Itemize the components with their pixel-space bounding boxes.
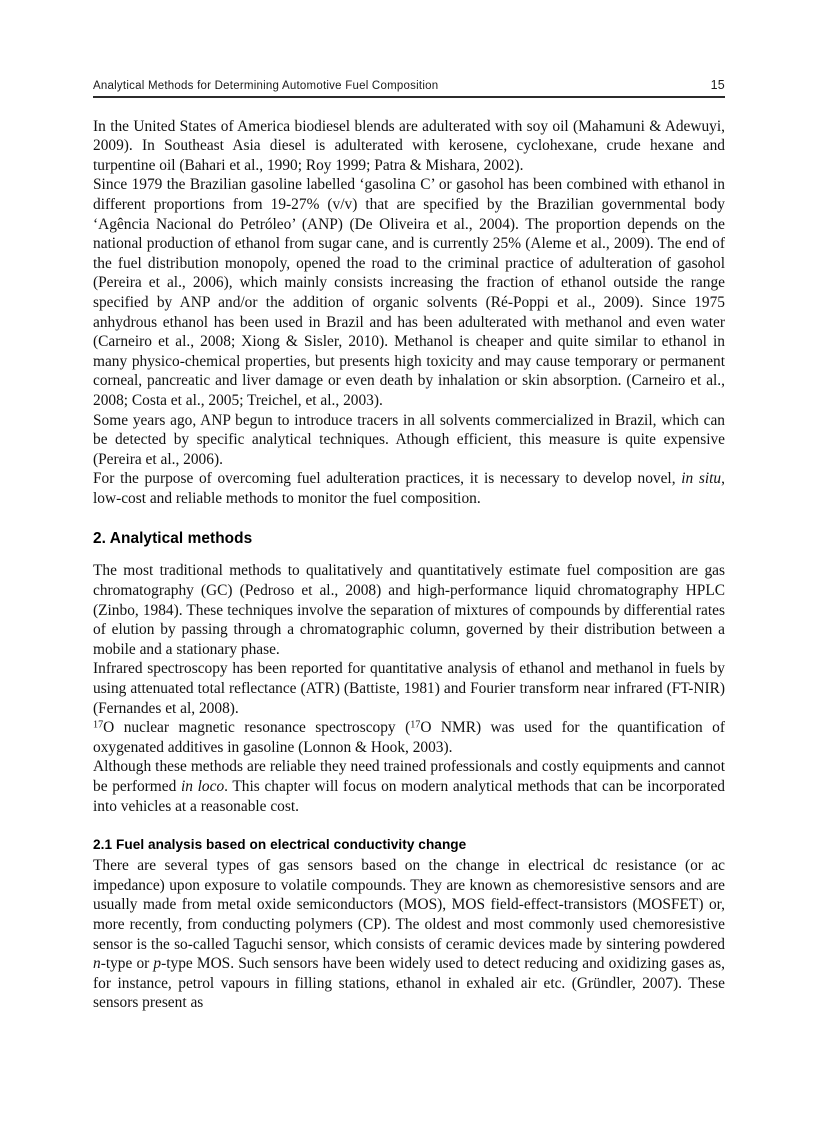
superscript-run: 17 <box>93 719 104 731</box>
header-rule <box>93 96 725 98</box>
page-number: 15 <box>710 78 725 92</box>
paragraph: $^{17}$O nuclear magnetic resonance spectroscopy ($^{17}$O NMR) was used for the quantification of oxygenated additives in gasoline (Lonnon & Hook, 2003). <box>93 719 725 756</box>
paragraph: There are several types of gas sensors based on the change in electrical dc resistance (or ac impedance) upon exposure to volatile compounds. They are known as chemoresistive sensors and are usually made from metal oxide semiconductors (MOS), MOS field-effect-transistors (MOSFET) or, more recently, from conducting polymers (CP). The oldest and most commonly used chemoresistive sensor is the so-called Taguchi sensor, which consists of ceramic devices made by sintering powdered n-type or p-type MOS. Such sensors have been widely used to detect reducing and oxidizing gases as, for instance, petrol vapours in filling stations, ethanol in exhaled air etc. (Gründler, 2007). These sensors present as <box>93 857 726 1012</box>
paragraph: Since 1979 the Brazilian gasoline labelled ‘gasolina C’ or gasohol has been combined with ethanol in different proportions from 19-27% (v/v) that are specified by the Brazilian governmental body ‘Agência Nacional do Petróleo’ (ANP) (De Oliveira et al., 2004). The proportion depends on the national production of ethanol from sugar cane, and is currently 25% (Aleme et al., 2009). The end of the fuel distribution monopoly, opened the road to the criminal practice of adulteration of gasohol (Pereira et al., 2006), which mainly consists increasing the fraction of ethanol outside the range specified by ANP and/or the addition of organic solvents (Ré-Poppi et al., 2009). Since 1975 anhydrous ethanol has been used in Brazil and has been adulterated with methanol and even water (Carneiro et al., 2008; Xiong & Sisler, 2010). Methanol is cheaper and quite similar to ethanol in many physico-chemical properties, but presents high toxicity and may cause temporary or permanent corneal, pancreatic and liver damage or even death by inhalation or skin absorption. (Carneiro et al., 2008; Costa et al., 2005; Treichel, et al., 2003). <box>93 176 725 409</box>
running-header <box>93 78 725 96</box>
paragraph: Some years ago, ANP begun to introduce tracers in all solvents commercialized in Brazil, which can be detected by specific analytical techniques. Athough efficient, this measure is quite expensive (Pereira et al., 2006). <box>93 411 725 468</box>
paragraph: For the purpose of overcoming fuel adulteration practices, it is necessary to develop novel, in situ, low-cost and reliable methods to monitor the fuel composition. <box>93 470 725 507</box>
section-heading-wrapper <box>93 530 725 548</box>
italic-run: n <box>93 955 101 973</box>
italic-run: in situ <box>681 470 722 488</box>
intro-paragraphs <box>93 117 725 509</box>
page-content <box>93 78 725 1013</box>
paragraph: Although these methods are reliable they need trained professionals and costly equipments and cannot be performed in loco. This chapter will focus on modern analytical methods that can be incorporated into vehicles at a reasonable cost. <box>93 758 725 815</box>
italic-run: p <box>153 955 162 973</box>
section-paragraphs <box>93 561 725 816</box>
subsection-heading: 2.1 Fuel analysis based on electrical conductivity change <box>93 837 467 853</box>
paragraph: Infrared spectroscopy has been reported for quantitative analysis of ethanol and methanol in fuels by using attenuated total reflectance (ATR) (Battiste, 1981) and Fourier transform near infrared (FT-NIR) (Fernandes et al, 2008). <box>93 660 725 717</box>
paragraph: In the United States of America biodiesel blends are adulterated with soy oil (Mahamuni & Adewuyi, 2009). In Southeast Asia diesel is adulterated with kerosene, cyclohexane, crude hexane and turpentine oil (Bahari et al., 1990; Roy 1999; Patra & Mishara, 2002). <box>93 117 725 174</box>
section-heading: 2. Analytical methods <box>93 530 253 548</box>
running-header-title: Analytical Methods for Determining Automotive Fuel Composition <box>93 80 439 92</box>
superscript-run: 17 <box>410 719 421 731</box>
subsection-paragraphs <box>93 856 725 1013</box>
subsection-heading-wrapper <box>93 837 725 852</box>
paragraph: The most traditional methods to qualitatively and quantitatively estimate fuel composition are gas chromatography (GC) (Pedroso et al., 2008) and high-performance liquid chromatography HPLC (Zinbo, 1984). These techniques involve the separation of mixtures of compounds by differential rates of elution by passing through a chromatographic column, governed by their distribution between a mobile and a stationary phase. <box>93 562 725 658</box>
italic-run: in loco <box>181 778 225 795</box>
